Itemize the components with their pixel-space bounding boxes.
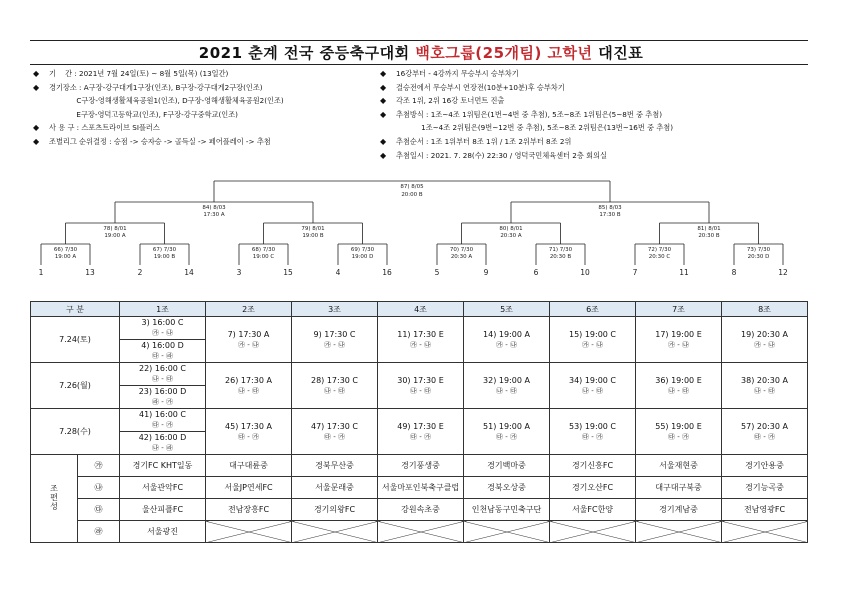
match-block [120,433,205,453]
team-name: 서울관악FC [120,477,206,499]
empty-cell [206,521,292,543]
match-block [636,330,721,350]
team-name: 경기의왕FC [292,499,378,521]
seed-number: 6 [533,268,539,277]
empty-cell [292,521,378,543]
match-block [120,318,205,338]
match-block [722,422,807,442]
info-text: 추첨방식 : 1조~4조 1위팀은(1번~4번 중 추첨), 5조~8조 1위팀은(5~8번 중 추첨) [396,109,662,119]
match-pair: ㉯ - ㉱ [152,444,173,452]
match-cell [722,363,808,409]
match-pair: ㉯ - ㉰ [238,386,259,395]
match-time: 22) 16:00 C [138,364,187,373]
match-pair: ㉯ - ㉰ [410,386,431,395]
seed-number: 16 [382,268,392,277]
match-block [120,387,205,407]
bullet-icon: ◆ [33,136,40,146]
info-line [33,108,284,122]
team-mark: ㉰ [78,499,120,521]
match-cell [292,409,378,455]
match-pair: ㉯ - ㉰ [152,375,173,383]
teams-label [31,455,78,543]
info-text: 1조~4조 2위팀은(9번~12번 중 추첨), 5조~8조 2위팀은(13번~16번 중 추첨) [396,123,674,133]
match-pair: ㉰ - ㉮ [754,432,775,441]
match-time: 38) 20:30 A [741,375,788,385]
match-label: 20:30 C [648,254,671,260]
match-label: 71) 7/30 [548,247,573,253]
match-pair: ㉮ - ㉯ [668,340,689,349]
match-cell [722,317,808,363]
seed-number: 10 [580,268,590,277]
match-slot [120,409,205,432]
match-time: 47) 17:30 C [310,421,359,431]
match-block [464,376,549,396]
info-line [33,81,284,95]
team-name: 서울문래중 [292,477,378,499]
match-label: 19:00 D [351,254,374,260]
teams-label-text: 조편성 [49,484,59,511]
team-name: 경기백마중 [464,455,550,477]
match-pair: ㉰ - ㉮ [238,432,259,441]
match-label: 67) 7/30 [152,247,177,253]
header-group: 8조 [722,302,808,317]
team-mark: ㉮ [78,455,120,477]
match-pair: ㉰ - ㉮ [668,432,689,441]
match-block [206,330,291,350]
tournament-bracket [0,178,842,280]
match-time: 26) 17:30 A [225,375,272,385]
table-row [31,409,808,455]
match-block [292,422,377,442]
match-block [378,330,463,350]
match-cell [206,363,292,409]
info-line [380,67,673,81]
team-name: 대구대륜중 [206,455,292,477]
table-row [31,317,808,363]
match-label: 85) 8/03 [598,205,622,211]
match-block [550,422,635,442]
team-name: 인천남동구민축구단 [464,499,550,521]
match-block [206,376,291,396]
match-time: 11) 17:30 E [397,329,444,339]
match-pair: ㉮ - ㉯ [496,340,517,349]
bullet-icon: ◆ [33,82,40,92]
top-rule [30,40,808,41]
match-label: 68) 7/30 [251,247,276,253]
match-block [292,376,377,396]
match-block [292,330,377,350]
team-name: 경기안용중 [722,455,808,477]
info-text: 기 간 : 2021년 7월 24일(토) ~ 8월 5일(목) (13일간) [49,69,229,78]
match-time: 19) 20:30 A [741,329,788,339]
team-name: 경기풍생중 [378,455,464,477]
match-cell [206,317,292,363]
info-left [33,67,284,149]
match-cell [206,409,292,455]
match-time: 30) 17:30 E [397,375,444,385]
match-label: 19:00 B [302,233,324,239]
match-label: 19:00 A [54,254,77,260]
match-block [464,330,549,350]
info-line [380,121,673,135]
match-time: 9) 17:30 C [313,329,356,339]
info-line [33,67,284,81]
match-label: 73) 7/30 [746,247,771,253]
match-slot [120,386,205,408]
match-label: 87) 8/05 [400,184,424,190]
match-block [206,422,291,442]
match-slot [120,340,205,362]
match-block [636,422,721,442]
match-label: 20:30 A [450,254,473,260]
match-cell [378,409,464,455]
header-corner: 구 분 [31,302,120,317]
match-cell [550,363,636,409]
seed-number: 9 [483,268,489,277]
match-block [550,330,635,350]
empty-cell [464,521,550,543]
bullet-icon: ◆ [33,69,40,78]
seed-number: 7 [632,268,638,277]
match-label: 20:30 B [698,233,720,239]
team-name: 대구대구북중 [636,477,722,499]
bullet-icon: ◆ [380,69,387,78]
match-label: 19:00 B [153,254,176,260]
header-group: 7조 [636,302,722,317]
team-name: 경기FC KHT일동 [120,455,206,477]
day-label: 7.24(토) [31,317,120,363]
seed-number: 8 [731,268,737,277]
match-cell [636,317,722,363]
seed-number: 13 [85,268,95,277]
match-pair: ㉮ - ㉯ [754,340,775,349]
match-time: 49) 17:30 E [397,421,444,431]
header-group: 6조 [550,302,636,317]
team-name: 서울광진 [120,521,206,543]
info-line [33,121,284,135]
match-pair: ㉰ - ㉮ [410,432,431,441]
bullet-icon: ◆ [33,123,40,133]
info-text: 추첨일시 : 2021. 7. 28(수) 22:30 / 영덕국민체육센터 2층 회의실 [396,150,607,160]
info-line [380,81,673,95]
info-text: 추첨순서 : 1조 1위부터 8조 1위 / 1조 2위부터 8조 2위 [396,136,572,146]
team-name: 전남영광FC [722,499,808,521]
match-label: 81) 8/01 [697,226,721,232]
match-time: 51) 19:00 A [483,421,530,431]
match-time: 4) 16:00 D [141,341,184,350]
seed-number: 1 [38,268,44,277]
match-label: 17:30 A [203,212,225,218]
team-mark: ㉱ [78,521,120,543]
team-name: 서울재현중 [636,455,722,477]
match-pair: ㉰ - ㉱ [152,352,173,360]
table-row [31,521,808,543]
seed-number: 14 [184,268,194,277]
info-right [380,67,673,162]
match-label: 69) 7/30 [350,247,375,253]
match-pair: ㉮ - ㉯ [238,340,259,349]
bullet-icon: ◆ [380,82,387,92]
seed-number: 4 [335,268,341,277]
match-label: 72) 7/30 [647,247,672,253]
match-block [550,376,635,396]
match-block [120,341,205,361]
match-label: 79) 8/01 [301,226,325,232]
empty-cell [378,521,464,543]
bullet-icon: ◆ [380,96,387,106]
table-row [31,455,808,477]
match-time: 55) 19:00 E [655,421,702,431]
match-block [120,410,205,430]
match-slot [120,363,205,386]
match-time: 23) 16:00 D [138,387,187,396]
match-slot [120,432,205,454]
match-pair: ㉰ - ㉮ [152,421,173,429]
match-cell [464,363,550,409]
team-name: 경기능곡중 [722,477,808,499]
seed-number: 11 [679,268,689,277]
team-name: 강원속초중 [378,499,464,521]
match-time: 41) 16:00 C [138,410,187,419]
header-group: 1조 [120,302,206,317]
empty-cell [722,521,808,543]
match-pair: ㉯ - ㉰ [496,386,517,395]
match-cell [378,317,464,363]
match-cell [464,317,550,363]
match-pair: ㉯ - ㉰ [668,386,689,395]
match-time: 17) 19:00 E [655,329,702,339]
info-text: 경기장소 : A구장-강구대게1구장(인조), B구장-강구대게2구장(인조) [49,82,263,92]
info-line [33,94,284,108]
team-name: 경기오산FC [550,477,636,499]
match-time: 15) 19:00 C [568,329,617,339]
group1-cell [120,363,206,409]
match-block [378,422,463,442]
page-title: 2021 춘계 전국 중등축구대회 백호그룹(25개팀) 고학년 대진표 [198,44,644,62]
match-label: 80) 8/01 [499,226,523,232]
match-pair: ㉱ - ㉮ [152,398,173,406]
match-time: 7) 17:30 A [227,329,270,339]
info-text: C구장-영해생활체육공원1(인조), D구장-영해생활체육공원2(인조) [49,96,284,106]
bullet-icon: ◆ [380,109,387,119]
match-time: 45) 17:30 A [225,421,272,431]
info-text: 각조 1위, 2위 16강 토너먼트 진출 [396,96,505,106]
match-cell [292,317,378,363]
table-row [31,363,808,409]
info-line [380,149,673,163]
match-cell [550,409,636,455]
seed-number: 3 [236,268,242,277]
match-label: 70) 7/30 [449,247,474,253]
team-name: 경기신흥FC [550,455,636,477]
team-name: 경북무산중 [292,455,378,477]
seed-number: 12 [778,268,788,277]
match-pair: ㉰ - ㉮ [496,432,517,441]
day-label: 7.28(수) [31,409,120,455]
info-line [380,94,673,108]
match-cell [464,409,550,455]
team-name: 서울마포인북축구클럽 [378,477,464,499]
match-cell [636,409,722,455]
match-label: 84) 8/03 [202,205,226,211]
match-pair: ㉯ - ㉰ [754,386,775,395]
match-cell [292,363,378,409]
match-pair: ㉰ - ㉮ [324,432,345,441]
empty-cell [636,521,722,543]
match-pair: ㉯ - ㉰ [582,386,603,395]
match-block [722,376,807,396]
match-cell [550,317,636,363]
match-pair: ㉮ - ㉯ [152,329,173,337]
match-time: 36) 19:00 E [655,375,702,385]
info-text: 결승전에서 무승부시 연장전(10분+10분)후 승부차기 [396,82,565,92]
team-name: 경기계남중 [636,499,722,521]
bullet-icon: ◆ [380,150,387,160]
match-block [378,376,463,396]
header-group: 5조 [464,302,550,317]
team-mark: ㉯ [78,477,120,499]
info-text: E구장-영덕고등학교(인조), F구장-강구중학교(인조) [49,109,238,119]
match-time: 28) 17:30 C [310,375,359,385]
match-pair: ㉯ - ㉰ [324,386,345,395]
match-label: 20:30 A [500,233,522,239]
match-time: 42) 16:00 D [138,433,187,442]
team-name: 서울FC한양 [550,499,636,521]
match-time: 53) 19:00 C [568,421,617,431]
match-cell [636,363,722,409]
match-cell [378,363,464,409]
table-row [31,499,808,521]
match-time: 3) 16:00 C [141,318,184,327]
day-label: 7.26(월) [31,363,120,409]
match-block [464,422,549,442]
title-rule [30,64,808,65]
match-cell [722,409,808,455]
schedule-table [30,301,808,543]
match-time: 34) 19:00 C [568,375,617,385]
team-name: 경북오상중 [464,477,550,499]
match-time: 57) 20:30 A [741,421,788,431]
header-group: 3조 [292,302,378,317]
group1-cell [120,317,206,363]
info-line [380,108,673,122]
match-label: 66) 7/30 [53,247,78,253]
match-block [722,330,807,350]
info-text: 16강부터 - 4강까지 무승부시 승부차기 [396,69,519,78]
match-label: 19:00 C [252,254,275,260]
match-pair: ㉮ - ㉯ [582,340,603,349]
match-slot [120,317,205,340]
header-group: 2조 [206,302,292,317]
match-pair: ㉮ - ㉯ [410,340,431,349]
seed-number: 5 [434,268,440,277]
match-label: 17:30 B [599,212,621,218]
info-line [380,135,673,149]
info-text: 조별리그 순위결정 : 승점 -> 승자승 -> 골득실 -> 페어플레이 -> 추첨 [49,136,271,146]
match-time: 32) 19:00 A [483,375,530,385]
match-label: 20:30 B [549,254,572,260]
match-pair: ㉮ - ㉯ [324,340,345,349]
team-name: 서울JP연세FC [206,477,292,499]
bullet-icon: ◆ [380,136,387,146]
match-block [120,364,205,384]
match-label: 78) 8/01 [103,226,127,232]
team-name: 울산피플FC [120,499,206,521]
match-block [636,376,721,396]
seed-number: 15 [283,268,293,277]
info-text: 사 용 구 : 스포츠트라이브 SI플러스 [49,123,160,133]
match-label: 20:00 B [401,192,423,198]
info-line [33,135,284,149]
seed-number: 2 [137,268,143,277]
match-time: 14) 19:00 A [483,329,530,339]
match-label: 19:00 A [104,233,126,239]
team-name: 전남장흥FC [206,499,292,521]
group1-cell [120,409,206,455]
table-row [31,477,808,499]
match-pair: ㉰ - ㉮ [582,432,603,441]
header-group: 4조 [378,302,464,317]
match-label: 20:30 D [747,254,770,260]
empty-cell [550,521,636,543]
